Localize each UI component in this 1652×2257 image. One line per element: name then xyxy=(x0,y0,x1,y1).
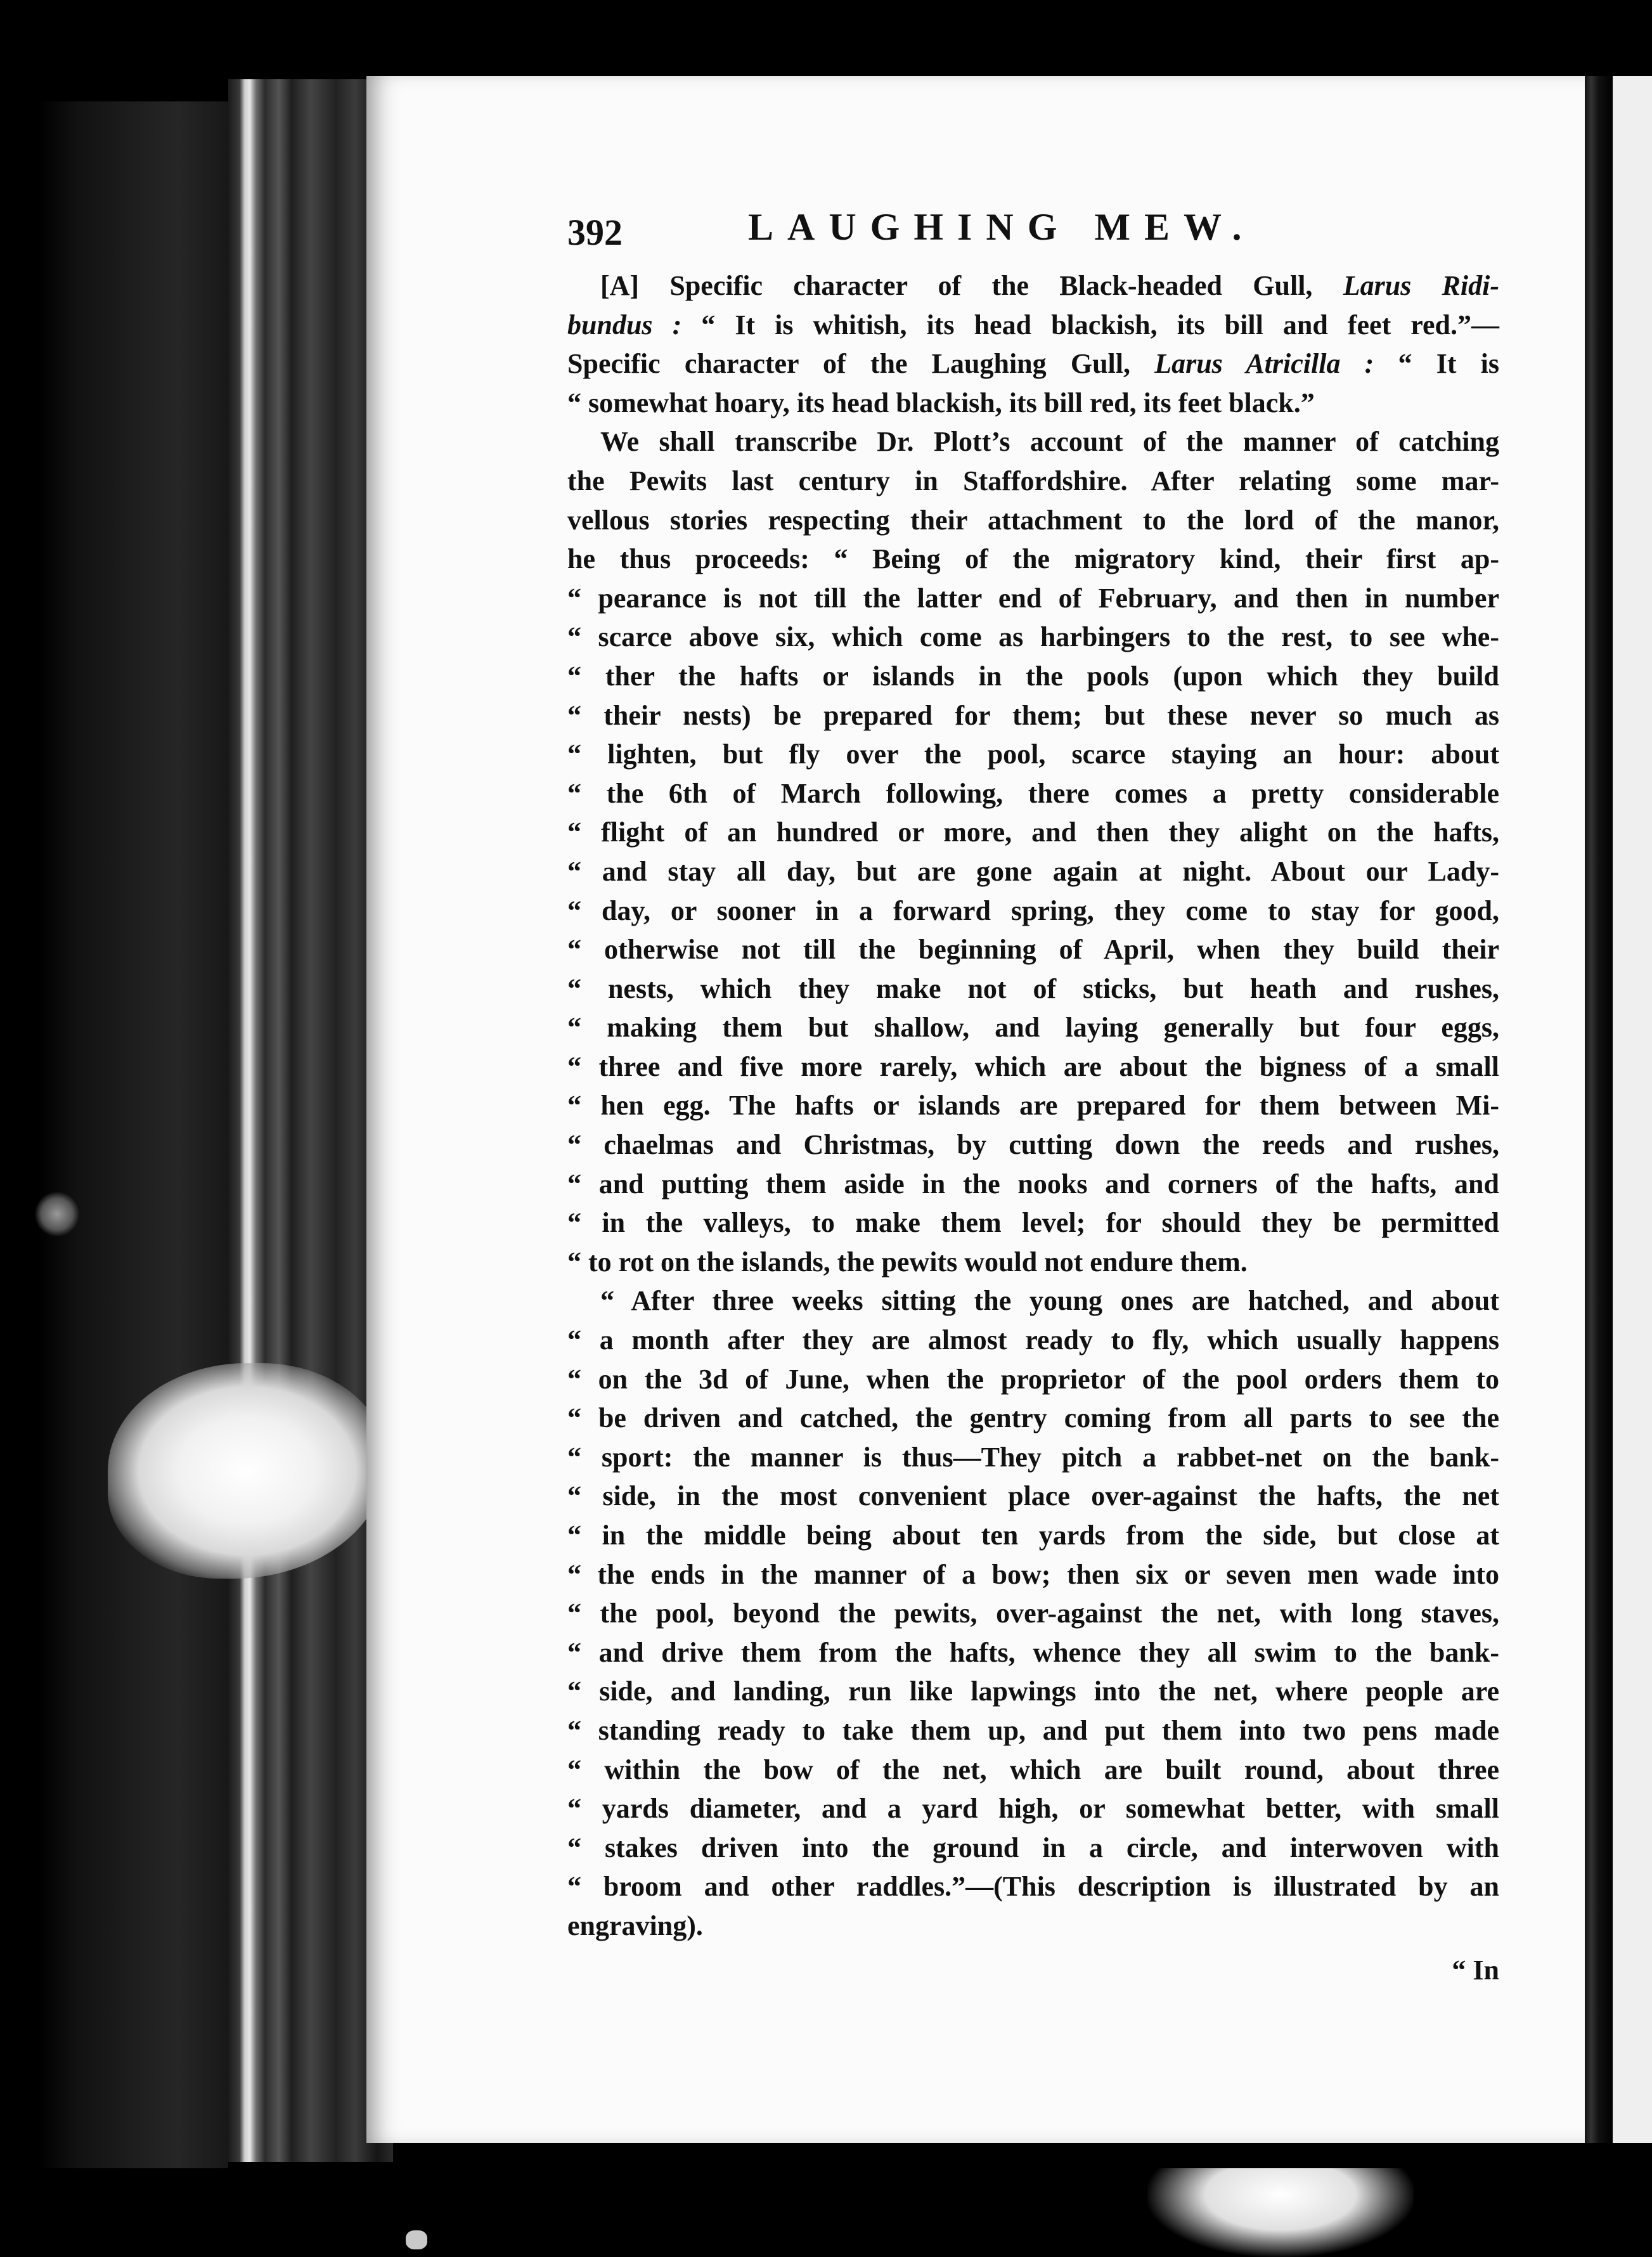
text-line: “ broom and other raddles.”—(This description is illustrated by an xyxy=(567,1871,1499,1903)
text-line: the Pewits last century in Staffordshire. After relating some mar- xyxy=(567,465,1499,496)
body-paragraph xyxy=(567,422,1499,1281)
text-line: “ to rot on the islands, the pewits would not endure them. xyxy=(567,1246,1248,1277)
text-run: [A] Specific character of the Black-headed Gull, xyxy=(600,270,1343,301)
text-line: “ three and five more rarely, which are about the bigness of a small xyxy=(567,1051,1499,1082)
text-line: “ scarce above six, which come as harbingers to the rest, to see whe- xyxy=(567,621,1499,653)
latin-name: bundus : xyxy=(567,309,682,340)
text-line: engraving). xyxy=(567,1910,703,1941)
text-line: “ somewhat hoary, its head blackish, its bill red, its feet black.” xyxy=(567,387,1315,418)
text-run: Specific character of the Laughing Gull, xyxy=(567,348,1155,380)
text-line: “ in the valleys, to make them level; for should they be permitted xyxy=(567,1207,1499,1239)
page-number: 392 xyxy=(567,212,623,253)
text-line: “ lighten, but fly over the pool, scarce staying an hour: about xyxy=(567,739,1499,770)
text-line: “ After three weeks sitting the young ones are hatched, and about xyxy=(600,1285,1499,1317)
text-line: vellous stories respecting their attachment to the lord of the manor, xyxy=(567,504,1499,536)
right-page-edge xyxy=(1585,76,1613,2143)
text-line: “ flight of an hundred or more, and then they alight on the hafts, xyxy=(567,817,1499,848)
text-line: “ within the bow of the net, which are built round, about three xyxy=(567,1754,1499,1785)
text-line: “ a month after they are almost ready to fly, which usually happens xyxy=(567,1324,1499,1356)
text-line: “ and drive them from the hafts, whence they all swim to the bank- xyxy=(567,1636,1499,1668)
bottom-speck xyxy=(406,2230,427,2249)
text-line: “ their nests) be prepared for them; but these never so much as xyxy=(567,699,1499,731)
text-line: “ and stay all day, but are gone again at night. About our Lady- xyxy=(567,855,1499,887)
text-line: “ in the middle being about ten yards from the side, but close at xyxy=(567,1520,1499,1551)
catchword: “ In xyxy=(1452,1954,1499,1986)
text-line: “ nests, which they make not of sticks, but heath and rushes, xyxy=(567,973,1499,1004)
bottom-scan-artifact xyxy=(1147,2168,1414,2257)
text-line: “ sport: the manner is thus—They pitch a rabbet-net on the bank- xyxy=(567,1441,1499,1473)
text-run: “ It is xyxy=(1374,348,1500,380)
text-line: “ the ends in the manner of a bow; then six or seven men wade into xyxy=(567,1558,1499,1590)
text-line xyxy=(567,306,1499,345)
latin-name: Larus Ridi- xyxy=(1343,270,1499,301)
page-text xyxy=(567,204,1499,1990)
text-line: “ pearance is not till the latter end of February, and then in number xyxy=(567,582,1499,614)
text-line: “ side, and landing, run like lapwings into the net, where people are xyxy=(567,1676,1499,1707)
text-line: “ stakes driven into the ground in a circle, and interwoven with xyxy=(567,1832,1499,1863)
footnote-paragraph xyxy=(567,266,1499,422)
text-line: “ side, in the most convenient place over-against the hafts, the net xyxy=(567,1480,1499,1512)
text-line xyxy=(567,344,1499,384)
text-line xyxy=(567,266,1499,306)
text-line: “ chaelmas and Christmas, by cutting down the reeds and rushes, xyxy=(567,1129,1499,1161)
text-line: “ the pool, beyond the pewits, over-against the net, with long staves, xyxy=(567,1598,1499,1629)
text-line: “ ther the hafts or islands in the pools (upon which they build xyxy=(567,660,1499,692)
dust-speck xyxy=(35,1192,79,1236)
text-line: “ the 6th of March following, there comes a pretty considerable xyxy=(567,777,1499,809)
text-line: “ making them but shallow, and laying generally but four eggs, xyxy=(567,1012,1499,1044)
text-line: “ standing ready to take them up, and put them into two pens made xyxy=(567,1714,1499,1746)
text-line: “ hen egg. The hafts or islands are prepared for them between Mi- xyxy=(567,1090,1499,1122)
text-line: “ otherwise not till the beginning of April, when they build their xyxy=(567,934,1499,966)
text-line: We shall transcribe Dr. Plott’s account of the manner of catching xyxy=(600,426,1499,458)
page-title: LAUGHING MEW. xyxy=(748,206,1256,248)
text-run: “ It is whitish, its head blackish, its bill and feet red.”— xyxy=(681,309,1500,340)
next-page-sliver xyxy=(1613,76,1652,2143)
text-line: “ be driven and catched, the gentry coming from all parts to see the xyxy=(567,1402,1499,1434)
text-line: “ and putting them aside in the nooks and corners of the hafts, and xyxy=(567,1168,1499,1200)
catchword-row xyxy=(567,1946,1499,1990)
text-line: he thus proceeds: “ Being of the migratory kind, their first ap- xyxy=(567,543,1499,575)
body-paragraph xyxy=(567,1281,1499,1945)
text-line: “ day, or sooner in a forward spring, they come to stay for good, xyxy=(567,895,1499,926)
latin-name: Larus Atricilla : xyxy=(1154,348,1374,380)
top-scan-border xyxy=(355,0,1652,79)
text-line: “ on the 3d of June, when the proprietor of the pool orders them to xyxy=(567,1363,1499,1395)
book-binding-shadow xyxy=(38,101,228,2168)
text-line: “ yards diameter, and a yard high, or somewhat better, with small xyxy=(567,1793,1499,1825)
running-head xyxy=(567,204,1499,261)
